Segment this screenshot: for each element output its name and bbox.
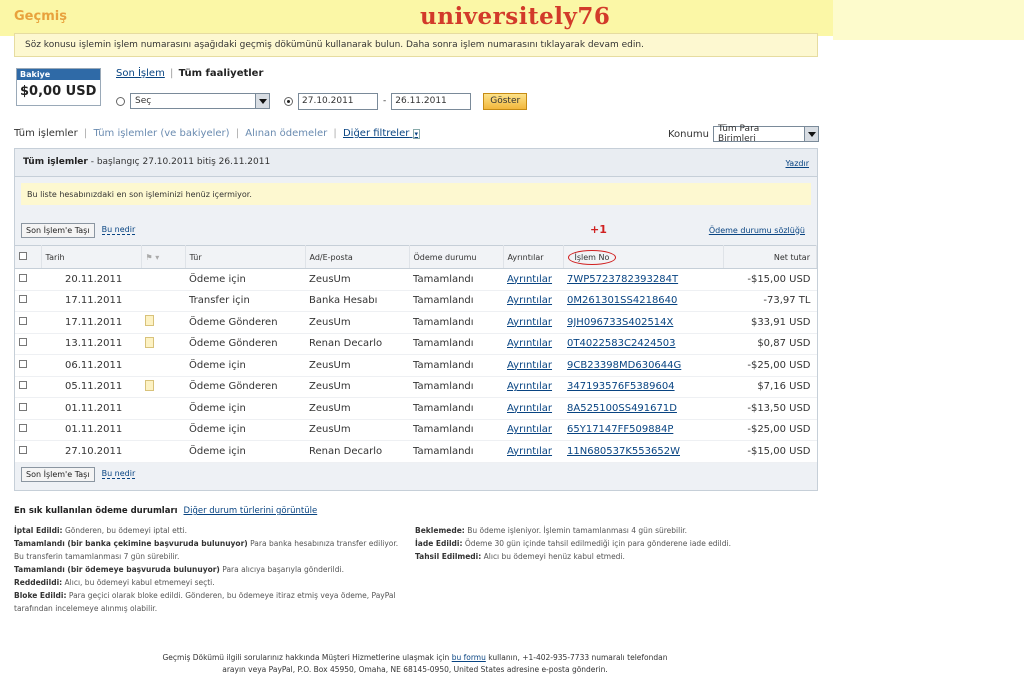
row-name: ZeusUm <box>305 398 409 420</box>
row-status: Tamamlandı <box>409 269 503 291</box>
table-row <box>15 333 817 355</box>
row-details-link[interactable]: Ayrıntılar <box>507 338 553 350</box>
row-net-amount: $0,87 USD <box>723 333 817 355</box>
table-row <box>15 441 817 463</box>
row-transaction-id-link[interactable]: 11N680537K553652W <box>567 445 680 457</box>
row-date: 17.11.2011 <box>41 290 141 312</box>
row-transaction-id-link[interactable]: 65Y17147FF509884P <box>567 424 674 436</box>
col-date[interactable]: Tarih <box>41 246 141 269</box>
transactions-table <box>15 245 817 463</box>
row-checkbox[interactable] <box>19 338 27 346</box>
tab-separator: | <box>170 68 174 79</box>
legend-term: İade Edildi: <box>415 539 463 548</box>
row-details-link[interactable]: Ayrıntılar <box>507 295 553 307</box>
col-status[interactable]: Ödeme durumu <box>409 246 503 269</box>
row-type: Ödeme Gönderen <box>185 333 305 355</box>
date-from-input[interactable]: 27.10.2011 <box>298 93 378 110</box>
row-type: Ödeme için <box>185 269 305 291</box>
row-checkbox[interactable] <box>19 274 27 282</box>
row-type: Ödeme için <box>185 441 305 463</box>
table-body <box>15 269 817 463</box>
show-button[interactable]: Göster <box>483 93 527 110</box>
row-checkbox[interactable] <box>19 446 27 454</box>
row-net-amount: -$13,50 USD <box>723 398 817 420</box>
row-name: ZeusUm <box>305 355 409 377</box>
row-checkbox[interactable] <box>19 424 27 432</box>
panel-header <box>15 149 817 177</box>
info-message: Söz konusu işlemin işlem numarasını aşağıdaki geçmiş dökümünü kullanarak bulun. Daha sonra işlem numarasını tıklayarak devam edin. <box>14 33 818 57</box>
row-transaction-id-link[interactable]: 0T4022583C2424503 <box>567 338 676 350</box>
other-filters-link[interactable]: Diğer filtreler ▾ <box>342 128 419 139</box>
row-details-link[interactable]: Ayrıntılar <box>507 359 553 371</box>
move-to-last-button[interactable]: Son İşlem'e Taşı <box>21 223 95 238</box>
row-status: Tamamlandı <box>409 398 503 420</box>
row-details-link[interactable]: Ayrıntılar <box>507 424 553 436</box>
flag-filter-icon[interactable]: ⚑ ▾ <box>141 246 185 269</box>
what-is-this-link[interactable]: Bu nedir <box>101 225 136 234</box>
table-row <box>15 290 817 312</box>
row-date: 27.10.2011 <box>41 441 141 463</box>
row-date: 01.11.2011 <box>41 398 141 420</box>
tab-all-activity[interactable]: Tüm faaliyetler <box>178 68 264 79</box>
table-row <box>15 269 817 291</box>
row-details-link[interactable]: Ayrıntılar <box>507 316 553 328</box>
row-status: Tamamlandı <box>409 419 503 441</box>
row-status: Tamamlandı <box>409 441 503 463</box>
row-date: 01.11.2011 <box>41 419 141 441</box>
balance-value: $0,00 USD <box>20 84 97 99</box>
row-details-link[interactable]: Ayrıntılar <box>507 273 553 285</box>
row-type: Ödeme için <box>185 398 305 420</box>
view-received[interactable]: Alınan ödemeler <box>245 128 328 139</box>
row-type: Ödeme Gönderen <box>185 312 305 334</box>
currency-select[interactable]: Tüm Para Birimleri <box>713 126 819 142</box>
col-net-amount[interactable]: Net tutar <box>723 246 817 269</box>
print-link[interactable]: Yazdır <box>785 159 809 168</box>
row-checkbox[interactable] <box>19 403 27 411</box>
legend-desc: Ödeme 30 gün içinde tahsil edilmediği için para gönderene iade edildi. <box>464 539 731 548</box>
legend-desc: Bu ödeme işleniyor. İşlemin tamamlanması 4 gün sürebilir. <box>467 526 688 535</box>
legend-desc: Alıcı, bu ödemeyi kabul etmemeyi seçti. <box>64 578 215 587</box>
row-date: 17.11.2011 <box>41 312 141 334</box>
balance-box <box>16 68 101 106</box>
col-name[interactable]: Ad/E-posta <box>305 246 409 269</box>
chevron-down-icon <box>255 94 269 108</box>
currency-label: Konumu <box>668 128 709 140</box>
select-all-checkbox[interactable] <box>19 252 27 260</box>
status-glossary-link[interactable]: Ödeme durumu sözlüğü <box>708 225 805 235</box>
legend-item <box>14 563 409 576</box>
panel-subtitle: - başlangıç 27.10.2011 bitiş 26.11.2011 <box>90 157 271 167</box>
row-net-amount: -$25,00 USD <box>723 355 817 377</box>
table-row <box>15 355 817 377</box>
row-transaction-id-link[interactable]: 8A525100SS491671D <box>567 402 677 414</box>
row-checkbox[interactable] <box>19 317 27 325</box>
legend-item <box>14 524 409 537</box>
footer-text-3: arayın veya PayPal, P.O. Box 45950, Omaha, NE 68145-0950, United States adresine e-posta gönderin. <box>222 665 608 674</box>
table-row <box>15 398 817 420</box>
row-transaction-id-link[interactable]: 0M261301SS4218640 <box>567 295 678 307</box>
row-status: Tamamlandı <box>409 355 503 377</box>
bottom-toolbar <box>21 465 135 483</box>
other-status-types-link[interactable]: Diğer durum türlerini görüntüle <box>183 506 318 516</box>
table-header-row <box>15 246 817 269</box>
row-net-amount: $33,91 USD <box>723 312 817 334</box>
row-name: ZeusUm <box>305 312 409 334</box>
legend-term: Beklemede: <box>415 526 465 535</box>
legend-term: Tamamlandı (bir ödemeye başvuruda bulunuyor) <box>14 565 220 574</box>
legend-term: Tamamlandı (bir banka çekimine başvuruda bulunuyor) <box>14 539 248 548</box>
col-details[interactable]: Ayrıntılar <box>503 246 563 269</box>
row-details-link[interactable]: Ayrıntılar <box>507 445 553 457</box>
legend-desc: Para banka hesabınıza transfer ediliyor. Bu transferin tamamlanması 7 gün sürebilir. <box>14 539 399 561</box>
row-status: Tamamlandı <box>409 312 503 334</box>
currency-filter <box>668 126 819 142</box>
top-toolbar <box>21 221 811 239</box>
row-date: 05.11.2011 <box>41 376 141 398</box>
legend-desc: Gönderen, bu ödemeyi iptal etti. <box>64 526 188 535</box>
filter-bar <box>116 92 527 110</box>
legend-item <box>14 589 409 615</box>
row-name: Renan Decarlo <box>305 333 409 355</box>
row-checkbox[interactable] <box>19 381 27 389</box>
row-type: Transfer için <box>185 290 305 312</box>
row-transaction-id-link[interactable]: 347193576F5389604 <box>567 381 675 393</box>
row-type: Ödeme Gönderen <box>185 376 305 398</box>
date-to-input[interactable]: 26.11.2011 <box>391 93 471 110</box>
row-date: 06.11.2011 <box>41 355 141 377</box>
transactions-panel <box>14 148 818 491</box>
note-icon[interactable] <box>145 315 154 326</box>
legend-left-column <box>14 524 409 615</box>
chevron-down-icon <box>804 127 818 141</box>
footer <box>0 652 830 676</box>
row-type: Ödeme için <box>185 355 305 377</box>
row-net-amount: -$25,00 USD <box>723 419 817 441</box>
row-name: ZeusUm <box>305 376 409 398</box>
legend-item <box>415 550 810 563</box>
move-to-last-button-bottom[interactable]: Son İşlem'e Taşı <box>21 467 95 482</box>
row-net-amount: -$15,00 USD <box>723 269 817 291</box>
note-icon[interactable] <box>145 380 154 391</box>
row-transaction-id-link[interactable]: 9CB23398MD630644G <box>567 359 682 371</box>
legend-item <box>14 537 409 563</box>
col-transaction-id[interactable]: İşlem No <box>568 250 617 265</box>
tab-last-transaction[interactable]: Son İşlem <box>116 68 165 79</box>
footer-text-2: kullanın, +1-402-935-7733 numaralı telefondan <box>488 653 668 662</box>
legend-desc: Para geçici olarak bloke edildi. Gönderen, bu ödemeye itiraz etmiş veya ödeme, PayPal tarafından incelemeye alınmış olabilir. <box>14 591 396 613</box>
table-row <box>15 419 817 441</box>
row-type: Ödeme için <box>185 419 305 441</box>
legend-desc: Para alıcıya başarıyla gönderildi. <box>222 565 344 574</box>
table-row <box>15 312 817 334</box>
activity-tabs <box>116 68 263 79</box>
radio-date-range[interactable] <box>284 97 293 106</box>
legend-term: Tahsil Edilmedi: <box>415 552 482 561</box>
legend-term: Bloke Edildi: <box>14 591 67 600</box>
watermark: universitely76 <box>420 3 611 30</box>
note-icon[interactable] <box>145 337 154 348</box>
row-date: 13.11.2011 <box>41 333 141 355</box>
legend-item <box>14 576 409 589</box>
row-status: Tamamlandı <box>409 376 503 398</box>
legend-title: En sık kullanılan ödeme durumları Diğer durum türlerini görüntüle <box>14 506 318 516</box>
legend-item <box>415 537 810 550</box>
page-title: Geçmiş <box>14 9 67 24</box>
view-all-with-balance[interactable]: Tüm işlemler (ve bakiyeler) <box>93 128 230 139</box>
what-is-this-link-bottom[interactable]: Bu nedir <box>101 469 136 478</box>
row-name: ZeusUm <box>305 269 409 291</box>
table-row <box>15 376 817 398</box>
row-name: Renan Decarlo <box>305 441 409 463</box>
period-select[interactable]: Seç <box>130 93 270 109</box>
annotation-plus-one: +1 <box>590 223 607 236</box>
row-details-link[interactable]: Ayrıntılar <box>507 381 553 393</box>
contact-form-link[interactable]: bu formu <box>451 653 486 662</box>
radio-select-period[interactable] <box>116 97 125 106</box>
legend-item <box>415 524 810 537</box>
footer-text-1: Geçmiş Dökümü ilgili sorularınız hakkında Müşteri Hizmetlerine ulaşmak için <box>162 653 450 662</box>
row-date: 20.11.2011 <box>41 269 141 291</box>
row-details-link[interactable]: Ayrıntılar <box>507 402 553 414</box>
date-separator: - <box>383 96 387 106</box>
row-net-amount: -73,97 TL <box>723 290 817 312</box>
legend-right-column <box>415 524 810 563</box>
row-status: Tamamlandı <box>409 290 503 312</box>
panel-title: Tüm işlemler <box>23 157 88 167</box>
list-notice: Bu liste hesabınızdaki en son işleminizi henüz içermiyor. <box>21 183 811 205</box>
legend-desc: Alıcı bu ödemeyi henüz kabul etmedi. <box>483 552 625 561</box>
row-checkbox[interactable] <box>19 360 27 368</box>
row-name: ZeusUm <box>305 419 409 441</box>
row-checkbox[interactable] <box>19 295 27 303</box>
balance-label: Bakiye <box>17 69 100 80</box>
col-type[interactable]: Tür <box>185 246 305 269</box>
row-transaction-id-link[interactable]: 9JH096733S402514X <box>567 316 674 328</box>
row-net-amount: $7,16 USD <box>723 376 817 398</box>
view-all[interactable]: Tüm işlemler <box>14 128 78 139</box>
chevron-down-icon: ▾ <box>414 130 419 138</box>
header-banner <box>0 0 833 36</box>
legend-term: Reddedildi: <box>14 578 63 587</box>
row-name: Banka Hesabı <box>305 290 409 312</box>
row-transaction-id-link[interactable]: 7WP5723782393284T <box>567 273 679 285</box>
row-net-amount: -$15,00 USD <box>723 441 817 463</box>
header-banner-extension <box>833 0 1024 40</box>
view-links: Tüm işlemler | Tüm işlemler (ve bakiyeler) | Alınan ödemeler | Diğer filtreler ▾ <box>14 128 419 139</box>
legend-term: İptal Edildi: <box>14 526 63 535</box>
status-legend <box>14 506 834 613</box>
row-status: Tamamlandı <box>409 333 503 355</box>
